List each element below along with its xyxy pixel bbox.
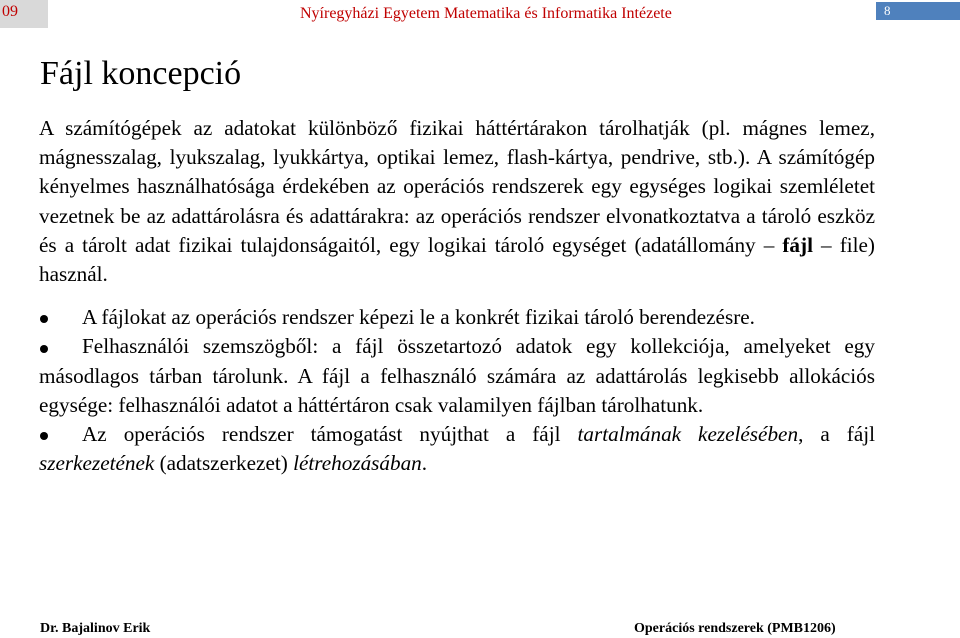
- page-title: Fájl koncepció: [40, 55, 242, 92]
- intro-text-1: A számítógépek az adatokat különböző fizikai háttértárakon tárolhatják (pl. mágnes lemez, mágnesszalag, lyukszalag, lyukkártya, optikai lemez, flash-kártya, pendrive, stb.). A számítógép kényelmes használhatósága érdekében az operációs rendszerek egy egységes logikai szemléletet vezetnek be az adattárolásra és adattárakra: az operációs rendszer elvonatkoztatva a tároló eszköz és a tárolt adat fizikai tulajdonságaitól, egy logikai tároló egységet (adatállomány –: [39, 116, 875, 257]
- bullet-item-3: [39, 420, 875, 478]
- bullet-3-italic-3: létrehozásában: [293, 451, 422, 476]
- bullet-2-text: Felhasználói szemszögből: a fájl összetartozó adatok egy kollekciója, amelyeket egy másodlagos tárban tárolunk. A fájl a felhasználó számára az adattárolás legkisebb allokációs egysége: felhasználói adatot a háttértáron csak valamilyen fájlban tárolhatunk.: [39, 334, 875, 417]
- header-bar: [0, 0, 960, 28]
- header-right-cell: [876, 0, 960, 28]
- footer-author: Dr. Bajalinov Erik: [40, 621, 151, 636]
- intro-paragraph: [39, 114, 875, 289]
- bullet-item-2: [39, 332, 875, 420]
- bullet-dot-icon: [39, 420, 82, 449]
- bullet-1-text: A fájlokat az operációs rendszer képezi le a konkrét fizikai tároló berendezésre.: [82, 305, 755, 330]
- header-left-number: 09: [2, 3, 18, 20]
- intro-bold-term: fájl: [782, 232, 813, 257]
- page-number: 8: [884, 3, 891, 18]
- bullet-3-text-2: , a fájl: [798, 422, 875, 447]
- bullet-3-text-3: (adatszerkezet): [154, 451, 294, 476]
- bullet-item-1: [39, 303, 875, 332]
- bullet-3-italic-1: tartalmának kezelésében: [577, 422, 799, 447]
- bullet-3-text-4: .: [421, 451, 428, 476]
- intro-text-2: – file) használ.: [39, 232, 875, 287]
- bullet-dot-icon: [39, 332, 82, 361]
- header-center-cell: [48, 0, 876, 28]
- page-number-box: [876, 2, 960, 20]
- bullet-3-italic-2: szerkezetének: [39, 451, 155, 476]
- institution-name: Nyíregyházi Egyetem Matematika és Informatika Intézete: [300, 5, 672, 22]
- bullet-3-text-1: Az operációs rendszer támogatást nyújthat a fájl: [82, 422, 578, 447]
- header-left-cell: [0, 0, 48, 28]
- main-content: [39, 114, 875, 478]
- bullet-dot-icon: [39, 303, 82, 332]
- footer-course: Operációs rendszerek (PMB1206): [634, 621, 836, 636]
